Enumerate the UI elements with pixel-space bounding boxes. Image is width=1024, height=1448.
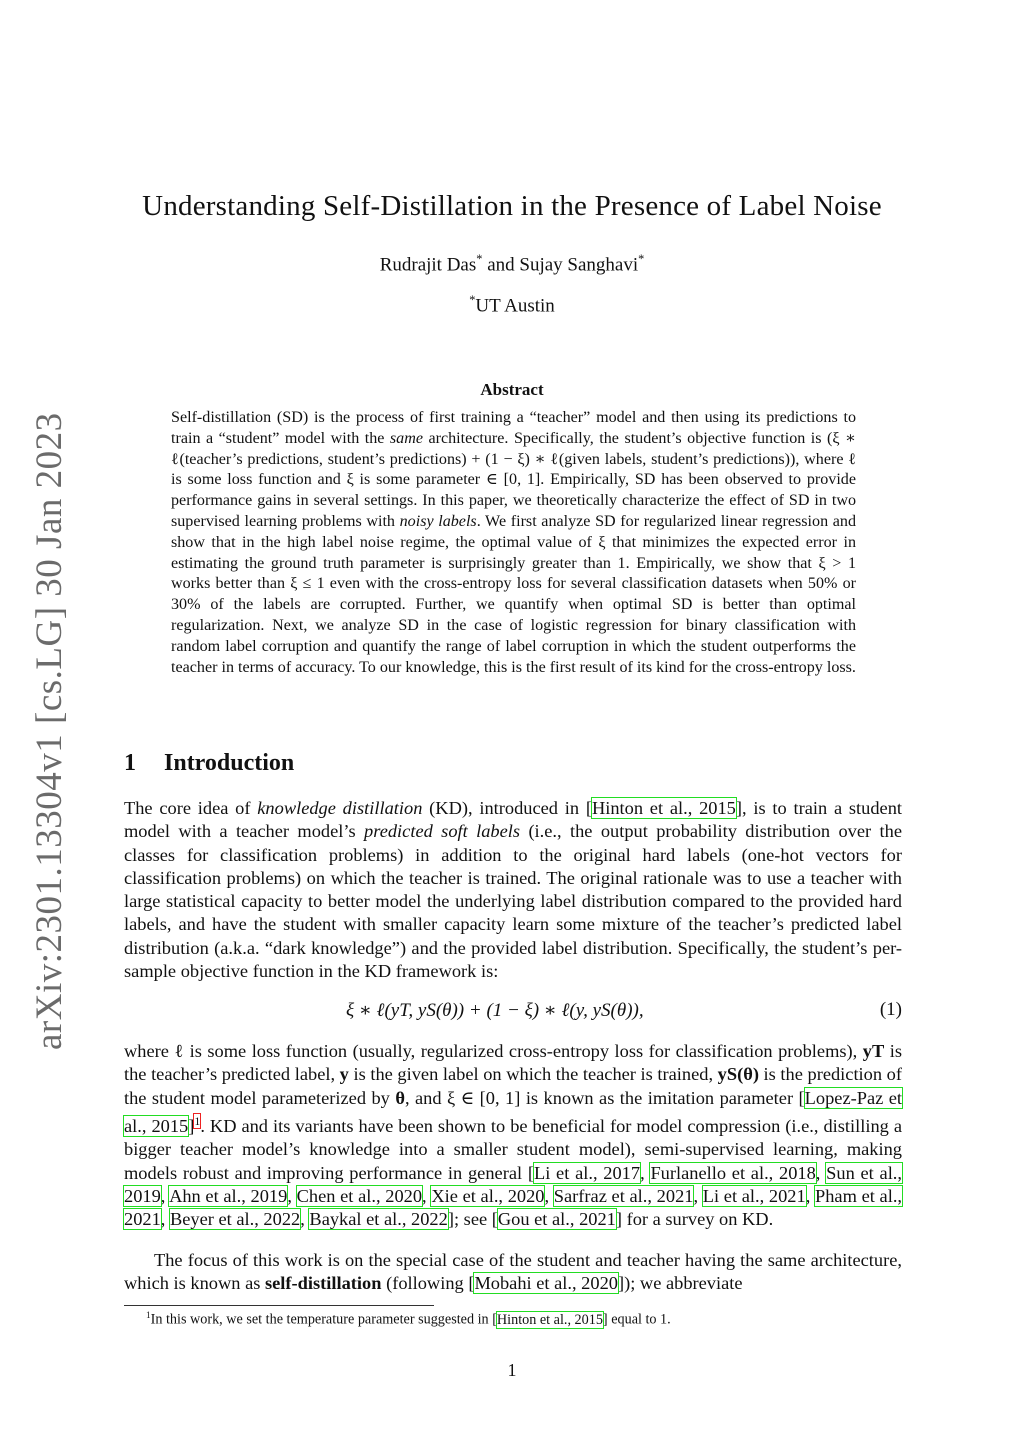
abstract-body: Self-distillation (SD) is the process of first training a “teacher” model and then using its predictions to train a “student” model with the same architecture. Specifically, the student’s objective function is (ξ ∗ ℓ(teacher’s predictions, student’s predictions) + (1 − ξ) ∗ ℓ(given labels, student’s predictions)), where ℓ is some loss function and ξ is some parameter ∈ [0, 1]. Empirically, SD has been observed to provide performance gains in several settings. In this paper, we theoretically characterize the effect of SD in two supervised learning problems with noisy labels. We first analyze SD for regularized linear regression and show that in the high label noise regime, the optimal value of ξ that minimizes the expected error in estimating the ground truth parameter is surprisingly greater than 1. Empirically, we show that ξ > 1 works better than ξ ≤ 1 even with the cross-entropy loss for several classification datasets when 50% or 30% of the labels are corrupted. Further, we quantify when optimal SD is better than optimal regularization. Next, we analyze SD in the case of logistic regression for binary classification with random label corruption and quantify the range of label corruption in which the student outperforms the teacher in terms of accuracy. To our knowledge, this is the first result of its kind for the cross-entropy loss.	[171, 409, 857, 676]
affiliation-name: UT Austin	[475, 295, 555, 317]
citation-link[interactable]: Li et al., 2021	[702, 1185, 806, 1206]
affiliation-mark: *	[638, 252, 645, 266]
page-number: 1	[507, 1360, 517, 1380]
footnote-mark: 1	[146, 1310, 151, 1320]
paragraph: The focus of this work is on the special case of the student and teacher having the same architecture, which is known as self-distillation (following [Mobahi et al., 2020]); we abbreviate	[124, 1250, 902, 1294]
footnote-divider	[124, 1305, 434, 1306]
section-number: 1	[124, 750, 136, 776]
citation-link[interactable]: Baykal et al., 2022	[309, 1209, 448, 1230]
citation-link[interactable]: Chen et al., 2020	[296, 1185, 423, 1206]
citation-link[interactable]: Li et al., 2017	[533, 1162, 641, 1183]
citation-link[interactable]: Beyer et al., 2022	[169, 1209, 301, 1230]
section-heading	[124, 750, 294, 777]
arxiv-identifier-stamp: arXiv:2301.13304v1 [cs.LG] 30 Jan 2023	[29, 412, 70, 1050]
author-name: Rudrajit Das	[379, 254, 477, 276]
citation-link[interactable]: Ahn et al., 2019	[169, 1185, 288, 1206]
author-name: Sujay Sanghavi	[519, 254, 639, 276]
citation-link[interactable]: Sarfraz et al., 2021	[553, 1185, 694, 1206]
citation-link[interactable]: Xie et al., 2020	[431, 1185, 545, 1206]
emphasis: noisy labels	[399, 512, 477, 530]
citation-link[interactable]: Lopez-Paz et al., 2015	[124, 1087, 903, 1137]
affiliation-mark: *	[476, 252, 483, 266]
equation-body: ξ ∗ ℓ(yT, yS(θ)) + (1 − ξ) ∗ ℓ(y, yS(θ)),	[346, 1000, 644, 1021]
citation-link[interactable]: Mobahi et al., 2020	[474, 1273, 618, 1294]
paper-title: Understanding Self-Distillation in the Presence of Label Noise	[142, 190, 882, 222]
author-separator: and	[482, 254, 520, 276]
author-list	[0, 252, 1024, 276]
footnote-reference-link[interactable]: 1	[194, 1113, 201, 1128]
affiliation-mark: *	[469, 293, 476, 307]
paragraph: where ℓ is some loss function (usually, regularized cross-entropy loss for classification problems), yT is the teacher’s predicted label, y is the given label on which the teacher is trained, yS(θ) is the prediction of the student model parameterized by θ, and ξ ∈ [0, 1] is known as the imitation parameter [Lopez-Paz et al., 2015]$^1$. KD and its variants have been shown to be beneficial for model compression (i.e., distilling a bigger teacher model’s knowledge into a smaller student model), semi-supervised learning, making models robust and improving performance in general [Li et al., 2017, Furlanello et al., 2018, Sun et al., 2019, Ahn et al., 2019, Chen et al., 2020, Xie et al., 2020, Sarfraz et al., 2021, Li et al., 2021, Pham et al., 2021, Beyer et al., 2022, Baykal et al., 2022]; see [Gou et al., 2021] for a survey on KD.	[124, 1041, 903, 1230]
equation-number: (1)	[879, 999, 902, 1020]
abstract-heading: Abstract	[480, 380, 544, 399]
citation-link[interactable]: Sun et al., 2019	[124, 1162, 903, 1206]
citation-link[interactable]: Pham et al., 2021	[124, 1185, 903, 1230]
citation-link[interactable]: Hinton et al., 2015	[591, 798, 736, 818]
citation-link[interactable]: Furlanello et al., 2018	[650, 1162, 816, 1183]
affiliation	[0, 293, 1024, 317]
citation-link[interactable]: Gou et al., 2021	[497, 1209, 616, 1230]
emphasis: same	[389, 429, 423, 447]
paragraph: The core idea of knowledge distillation (KD), introduced in [Hinton et al., 2015], is to train a student model with a teacher model’s predicted soft labels (i.e., the output probability distribution over the classes for classification problems) in addition to the original hard labels (one-hot vectors for classification problems) on which the teacher is trained. The original rationale was to use a teacher with large statistical capacity to better model the underlying label distribution compared to the provided hard labels, and have the student with smaller capacity learn some mixture of the teacher’s predicted label distribution (a.k.a. “dark knowledge”) and the provided label distribution. Specifically, the student’s per-sample objective function in the KD framework is:	[124, 798, 903, 982]
bold-term: self-distillation	[264, 1273, 382, 1294]
section-title: Introduction	[164, 750, 295, 776]
footnote: $^1$In this work, we set the temperature parameter suggested in [Hinton et al., 2015] equal to 1.	[146, 1310, 671, 1328]
citation-link[interactable]: Hinton et al., 2015	[496, 1311, 603, 1328]
